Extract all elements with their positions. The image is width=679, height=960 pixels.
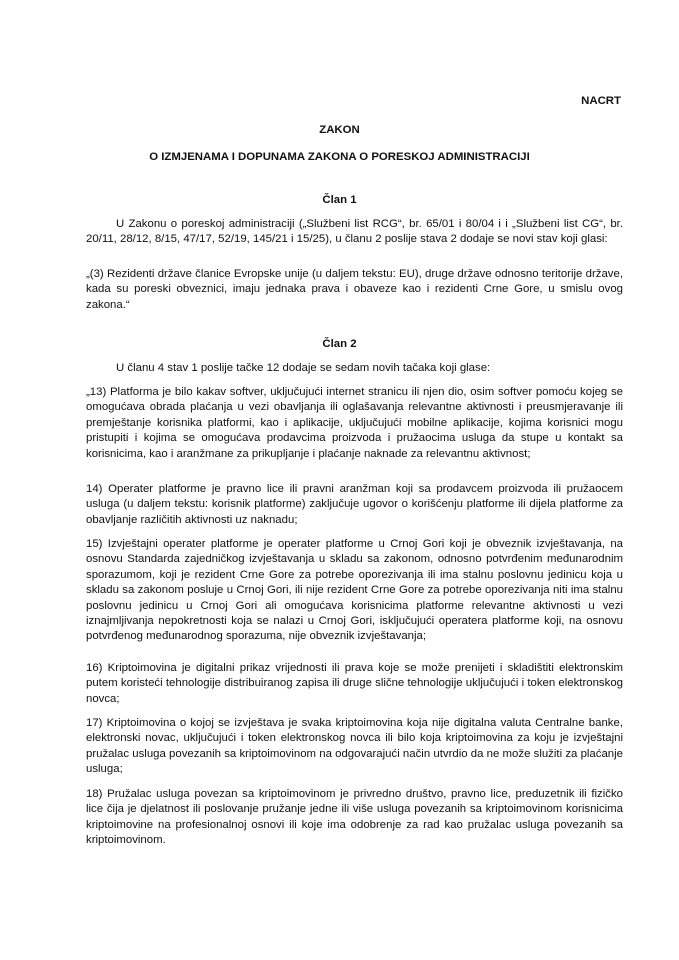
article-2-title: Član 2	[322, 338, 357, 350]
article-1-new-paragraph: „(3) Rezidenti države članice Evropske unije (u daljem tekstu: EU), druge države odnosno teritorije države, kada su poreski obveznici, imaju jednaka prava i obaveze kao i rezidenti Crne Gore, u smislu ovog zakona.“	[86, 268, 623, 311]
list-item-14: 14) Operater platforme je pravno lice ili pravni aranžman koji sa prodavcem proizvoda ili pružaocem usluga (u daljem tekstu: korisnik platforme) zaključuje ugovor o korišćenju platforme ili dijela platforme za obavljanje različitih aktivnosti uz naknadu;	[86, 483, 623, 526]
list-item-16: 16) Kriptoimovina je digitalni prikaz vrijednosti ili prava koje se može prenijeti i skladištiti elektronskim putem koristeći tehnologije distribuiranog zapisa ili druge slične tehnologije uključujući i token elektronskog novca;	[86, 662, 623, 705]
list-item-17: 17) Kriptoimovina o kojoj se izvještava je svaka kriptoimovina koja nije digitalna valuta Centralne banke, elektronski novac, uključujući i token elektronskog novca ili bilo koja kriptoimovina za koju je izvještajni pružalac usluga povezanih sa kriptoimovinom na odgovarajući način utvrdio da ne može služiti za plaćanje usluga;	[86, 717, 623, 776]
article-1-title: Član 1	[322, 194, 357, 206]
article-2-intro: U članu 4 stav 1 poslije tačke 12 dodaje se sedam novih tačaka koji glase:	[116, 362, 491, 374]
law-title: ZAKON	[319, 124, 360, 136]
list-item-15: 15) Izvještajni operater platforme je operater platforme u Crnoj Gori koji je obveznik izvještavanja, na osnovu Standarda zajedničkog izvještavanja u skladu sa zakonom, odnosno potvrđenim međunarodnim sporazumom, koji je rezident Crne Gore za potrebe oporezivanja ili ima stalnu poslovnu jedinicu koja u skladu sa zakonom posluje u Crnoj Gori, ili nije rezident Crne Gore za potrebe oporezivanja niti ima stalnu poslovnu jedinicu u Crnoj Gori ali omogućava korisnicima platforme relevantne aktivnosti u vezi iznajmljivanja nepokretnosti koja se nalazi u Crnoj Gori, isključujući operatera platforme koji, na osnovu potvrđenog međunarodnog sporazuma, nije obveznik izvještavanja;	[86, 538, 623, 643]
article-1-intro: U Zakonu o poreskoj administraciji („Službeni list RCG“, br. 65/01 i 80/04 i i „Službeni list CG“, br. 20/11, 28/12, 8/15, 47/17, 52/19, 145/21 i 15/25), u članu 2 poslije stava 2 dodaje se novi stav koji glasi:	[86, 218, 623, 246]
law-subtitle: O IZMJENAMA I DOPUNAMA ZAKONA O PORESKOJ ADMINISTRACIJI	[149, 151, 530, 163]
draft-label: NACRT	[581, 95, 621, 107]
list-item-13: „13) Platforma je bilo kakav softver, uključujući internet stranicu ili njen dio, osim softver pomoću kojeg se omogućava obrada plaćanja u vezi obavljanja ili oglašavanja relevantne aktivnosti i preusmjeravanje ili premještanje korisnika platformi, kao i aplikacije, uključujući mobilne aplikacije, kojima korisnici mogu pristupiti i kojima se omogućava prodavcima proizvoda i pružaocima usluga da stupe u kontakt sa korisnicima, kao i aranžmane za prikupljanje i plaćanje naknade za relevantnu aktivnost;	[86, 386, 623, 460]
list-item-18: 18) Pružalac usluga povezan sa kriptoimovinom je privredno društvo, pravno lice, preduzetnik ili fizičko lice čija je djelatnost ili poslovanje pružanje jedne ili više usluga povezanih sa kriptoimovinom korisnicima kriptoimovine na profesionalnoj osnovi ili koje ima odobrenje za rad kao pružalac usluga povezanih sa kriptoimovinom.	[86, 788, 623, 847]
